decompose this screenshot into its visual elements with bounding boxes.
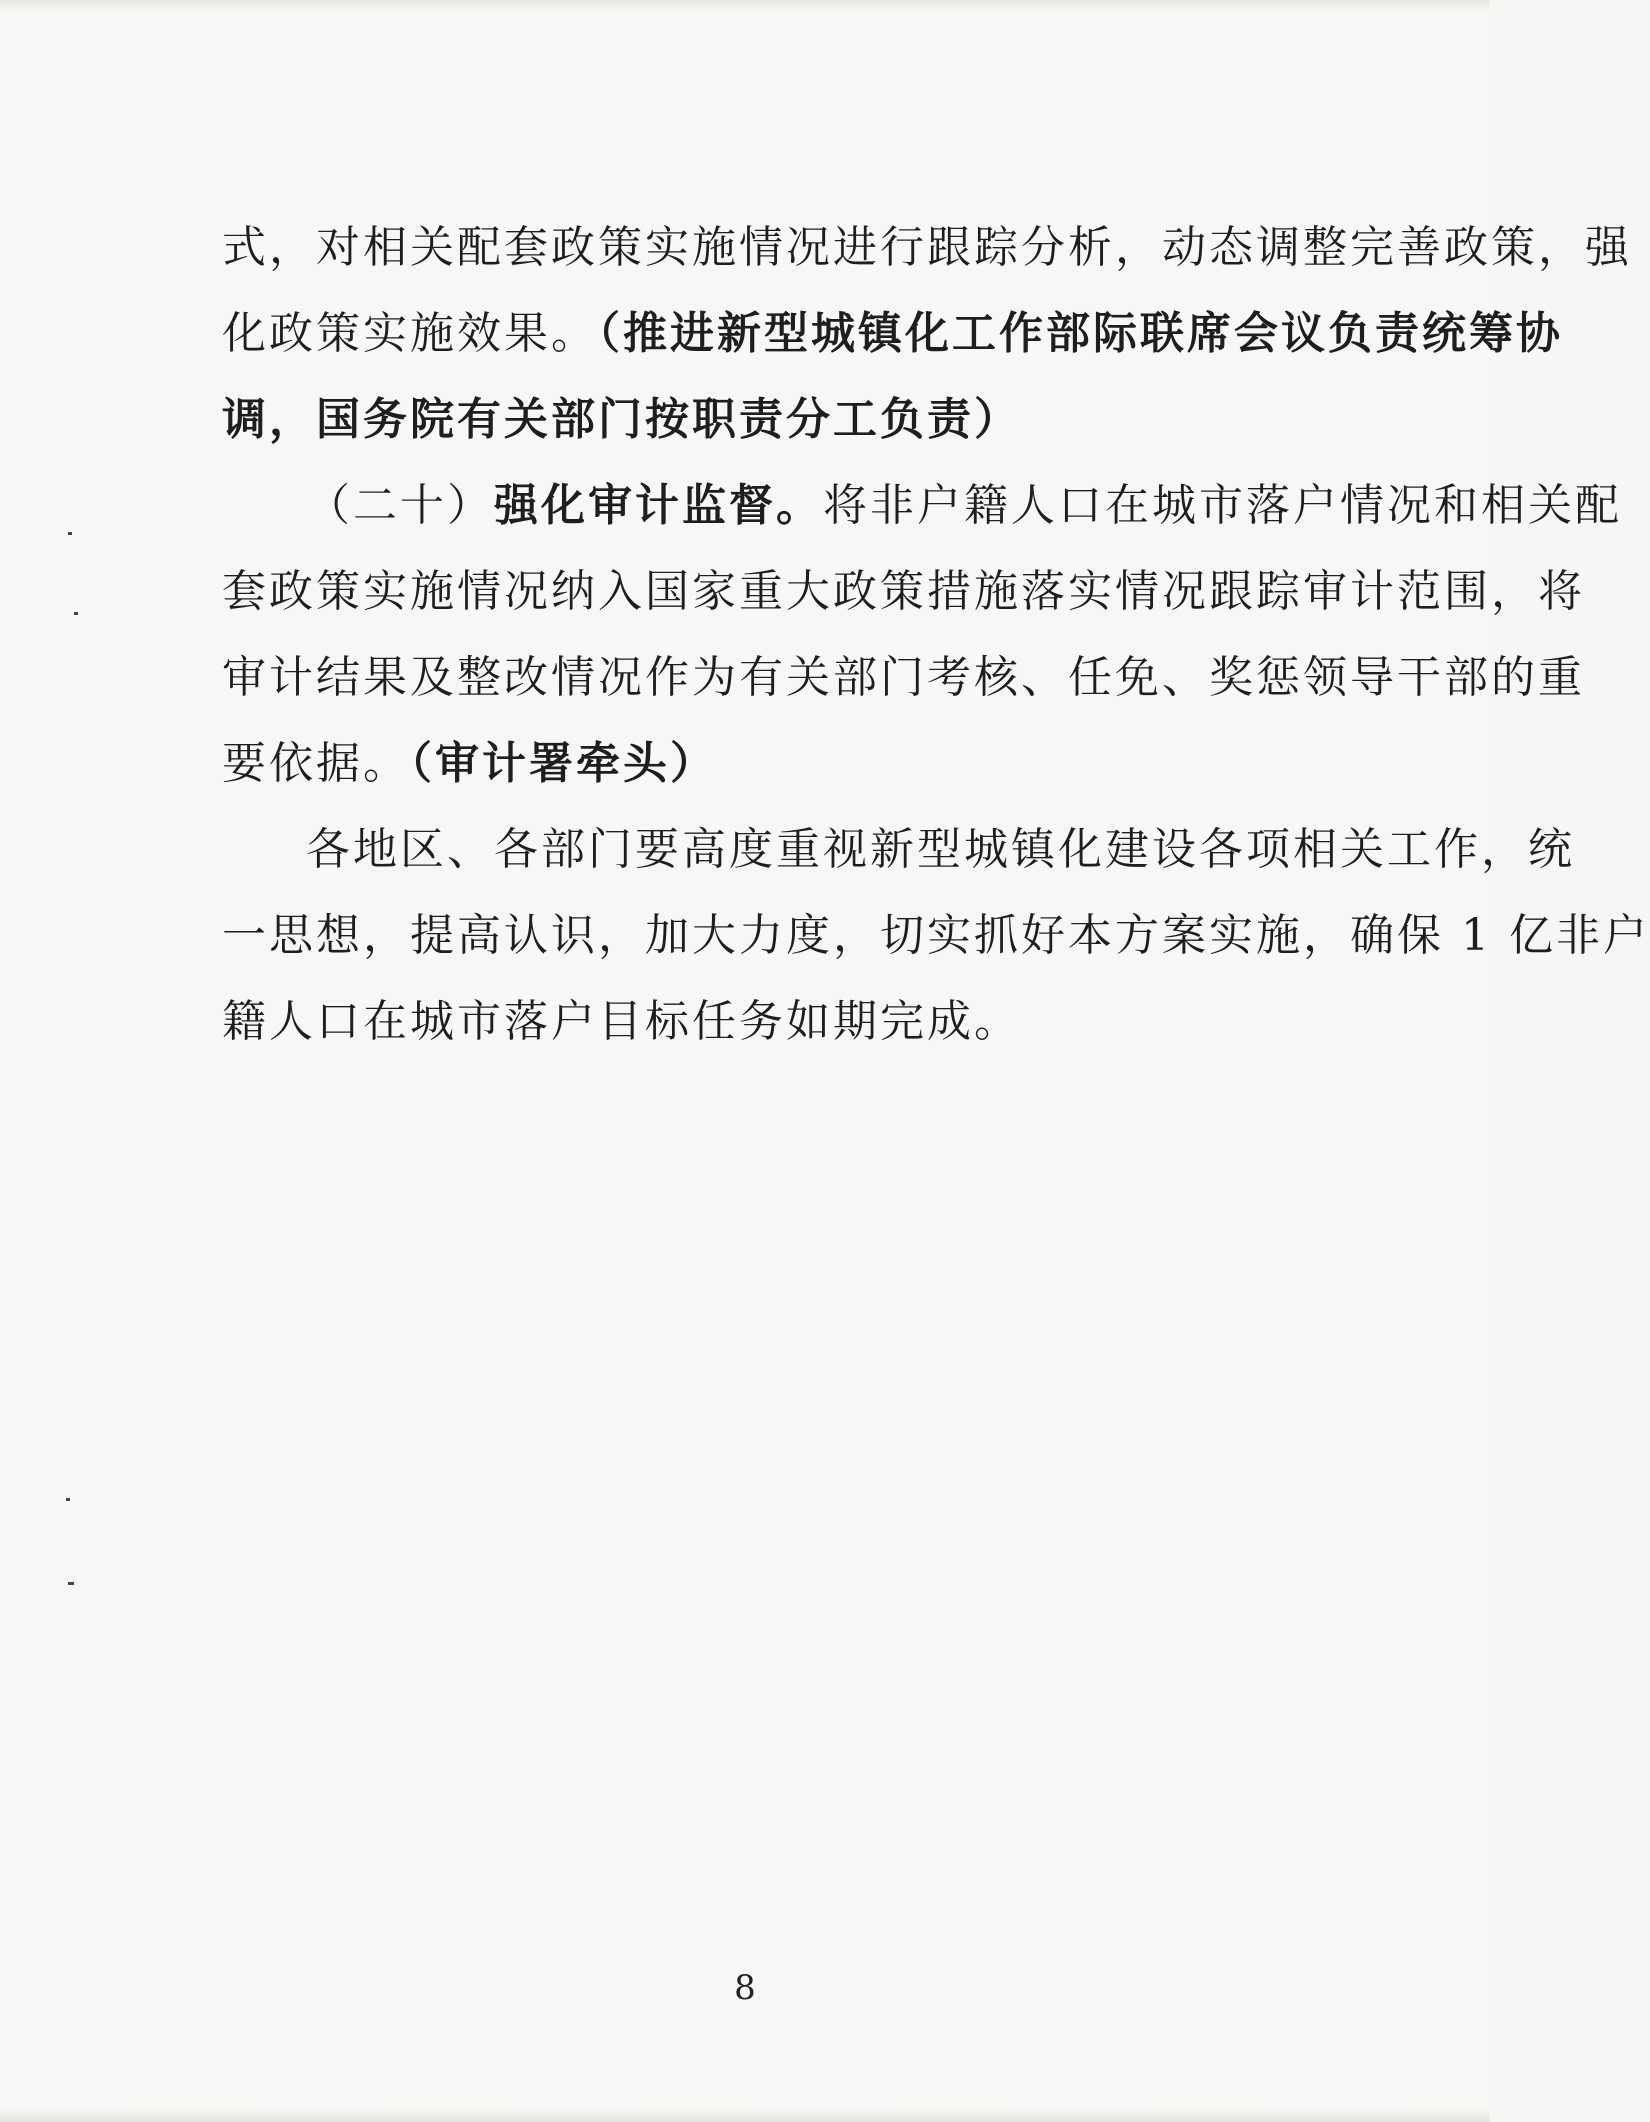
page-number: 8 xyxy=(734,1968,756,2008)
text-line xyxy=(222,635,1585,721)
scan-top-edge xyxy=(0,0,1490,12)
text-line xyxy=(222,979,1342,1065)
document-body xyxy=(222,205,1650,1065)
paragraph-start-line xyxy=(222,807,1575,893)
line-text: 套政策实施情况纳入国家重大政策措施落实情况跟踪审计范围，将 xyxy=(222,566,1585,617)
text-line xyxy=(222,893,1650,979)
scan-bottom-edge xyxy=(0,2108,1490,2122)
section-title: 强化审计监督。 xyxy=(494,480,823,531)
line-text: 化政策实施效果。 xyxy=(222,308,598,359)
margin-mark xyxy=(68,532,72,535)
margin-mark xyxy=(68,1582,74,1585)
text-line xyxy=(222,549,1585,635)
line-text: 审计结果及整改情况作为有关部门考核、任免、奖惩领导干部的重 xyxy=(222,652,1585,703)
section-heading-line xyxy=(222,463,1622,549)
section-number: （二十） xyxy=(306,480,494,531)
margin-mark xyxy=(66,1498,70,1501)
margin-mark xyxy=(74,612,78,615)
responsible-party-note: （审计署牵头） xyxy=(410,738,717,789)
responsible-party-note: （推进新型城镇化工作部际联席会议负责统筹协 xyxy=(598,308,1563,359)
line-text: 要依据。 xyxy=(222,738,410,789)
line-text: 将非户籍人口在城市落户情况和相关配 xyxy=(823,480,1622,531)
line-text: 式，对相关配套政策实施情况进行跟踪分析，动态调整完善政策，强 xyxy=(222,222,1632,273)
text-line xyxy=(222,377,1342,463)
line-text: 一思想，提高认识，加大力度，切实抓好本方案实施，确保 1 亿非户 xyxy=(222,910,1650,961)
text-line xyxy=(222,291,1563,377)
text-line xyxy=(222,721,1342,807)
text-line xyxy=(222,205,1632,291)
responsible-party-note: 调，国务院有关部门按职责分工负责） xyxy=(222,394,1021,445)
line-text: 籍人口在城市落户目标任务如期完成。 xyxy=(222,996,1021,1047)
line-text: 各地区、各部门要高度重视新型城镇化建设各项相关工作，统 xyxy=(306,824,1575,875)
